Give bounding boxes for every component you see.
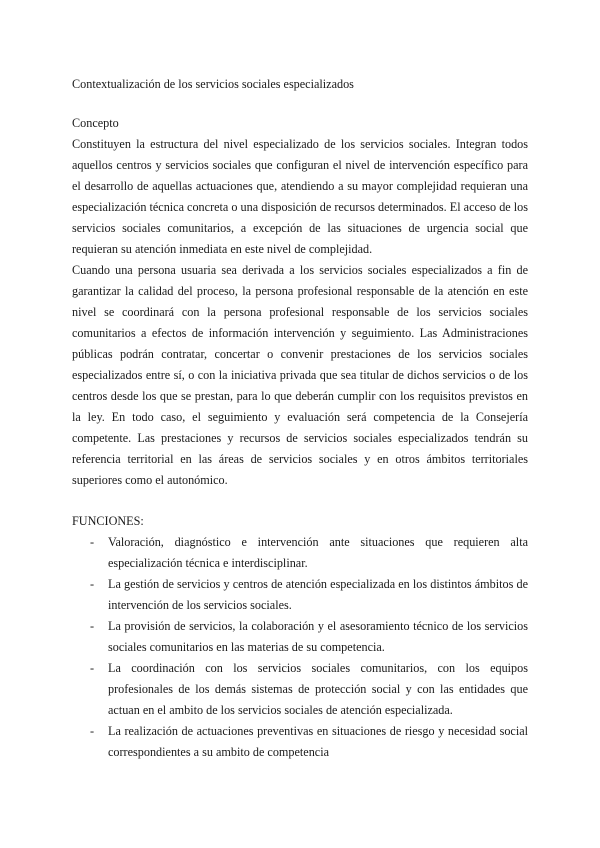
concept-heading: Concepto xyxy=(72,116,119,130)
function-item-1 xyxy=(72,532,528,574)
function-item-text: La realización de actuaciones preventivas en situaciones de riesgo y necesidad social correspondientes a su ambito de competencia xyxy=(108,724,528,759)
concept-body xyxy=(72,134,528,491)
bullet-dash: - xyxy=(90,535,95,549)
bullet-dash: - xyxy=(90,619,95,633)
bullet-dash: - xyxy=(90,724,95,738)
function-item-4 xyxy=(72,658,528,721)
function-item-text: Valoración, diagnóstico e intervención ante situaciones que requieren alta especialización técnica e interdisciplinar. xyxy=(108,535,528,570)
document-title: Contextualización de los servicios sociales especializados xyxy=(72,77,354,91)
function-item-text: La coordinación con los servicios sociales comunitarios, con los equipos profesionales de los demás sistemas de protección social y con las entidades que actuan en el ambito de los servicios sociales de atención especializada. xyxy=(108,661,528,717)
concept-paragraph-2: Cuando una persona usuaria sea derivada a los servicios sociales especializados a fin de garantizar la calidad del proceso, la persona profesional responsable de la atención en este nivel se coordinará con la persona profesional responsable de los servicios sociales comunitarios a efectos de información intervención y seguimiento. Las Administraciones públicas podrán contratar, concertar o convenir prestaciones de los servicios sociales especializados entre sí, o con la iniciativa privada que sea titular de dichos servicios o de los centros desde los que se prestan, para lo que deberán cumplir con los requisitos previstos en la ley. En todo caso, el seguimiento y evaluación será competencia de la Consejería competente. Las prestaciones y recursos de servicios sociales especializados tendrán su referencia territorial en las áreas de servicios sociales y en otros ámbitos territoriales superiores como el autonómico. xyxy=(72,263,528,487)
function-item-text: La gestión de servicios y centros de atención especializada en los distintos ámbitos de intervención de los servicios sociales. xyxy=(108,577,528,612)
function-item-3 xyxy=(72,616,528,658)
concept-paragraph-1: Constituyen la estructura del nivel especializado de los servicios sociales. Integran todos aquellos centros y servicios sociales que configuran el nivel de intervención específico para el desarrollo de aquellas actuaciones que, atendiendo a su mayor complejidad requieran una especialización técnica concreta o una disposición de recursos determinados. El acceso de los servicios sociales comunitarios, a excepción de las situaciones de urgencia social que requieran su atención inmediata en este nivel de complejidad. xyxy=(72,137,528,256)
bullet-dash: - xyxy=(90,577,95,591)
functions-list xyxy=(72,532,528,763)
function-item-text: La provisión de servicios, la colaboración y el asesoramiento técnico de los servicios sociales comunitarios en las materias de su competencia. xyxy=(108,619,528,654)
bullet-dash: - xyxy=(90,661,95,675)
function-item-2 xyxy=(72,574,528,616)
function-item-5 xyxy=(72,721,528,763)
functions-heading: FUNCIONES: xyxy=(72,514,144,528)
